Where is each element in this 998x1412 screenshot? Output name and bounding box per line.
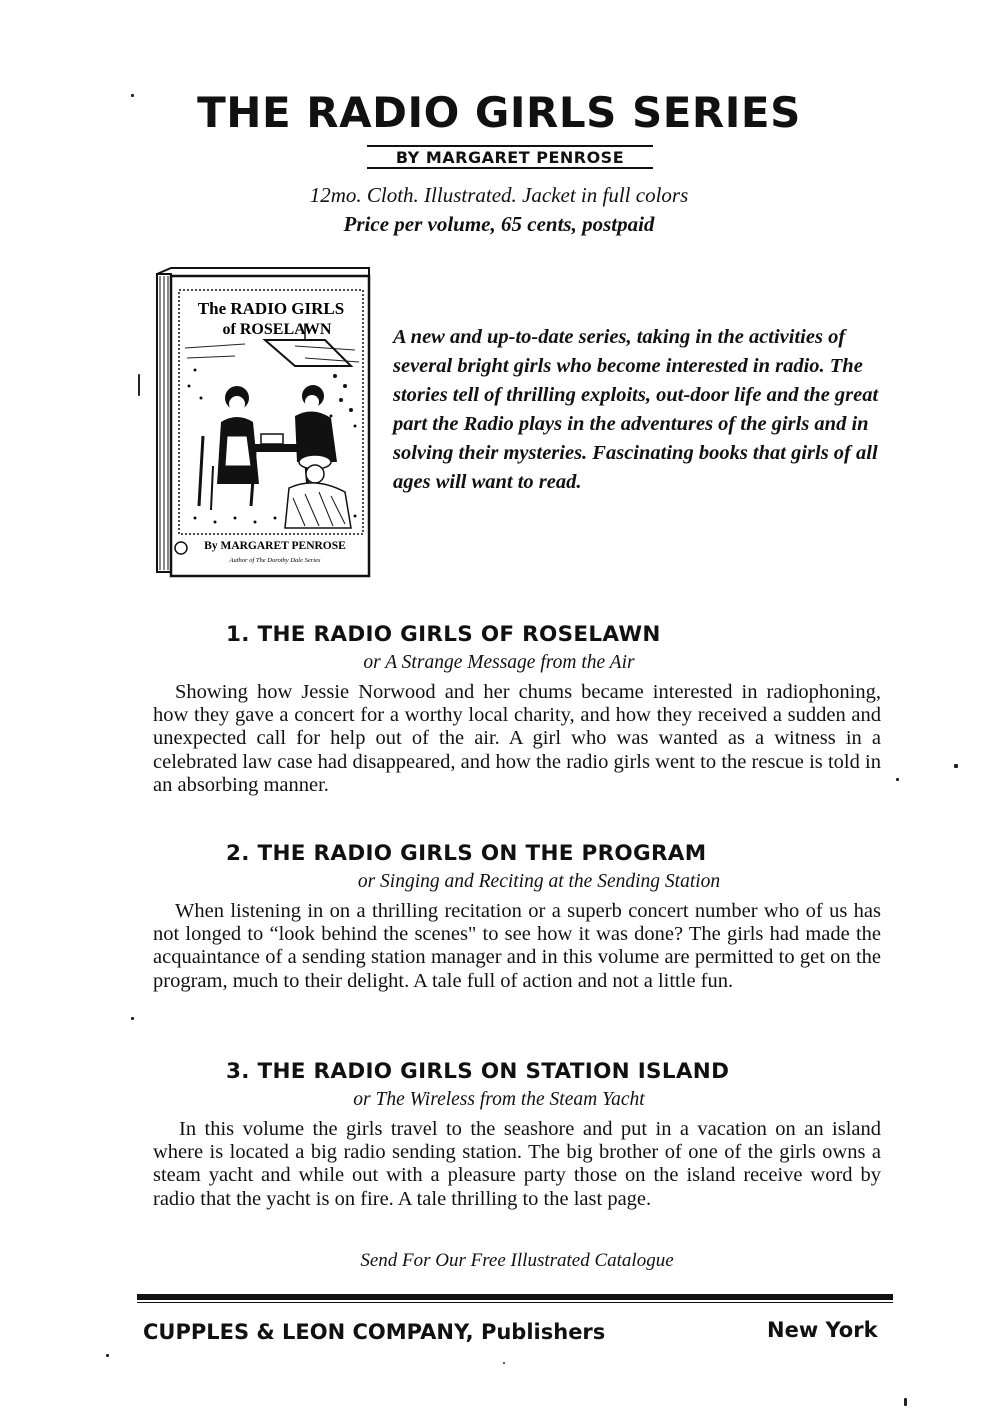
format-line: 12mo. Cloth. Illustrated. Jacket in full colors	[309, 183, 689, 207]
author-byline: BY MARGARET PENROSE	[367, 145, 653, 169]
book-2-subtitle: or Singing and Reciting at the Sending Station	[357, 871, 721, 892]
cover-title-line1: The RADIO GIRLS	[197, 299, 345, 318]
cover-author: By MARGARET PENROSE	[204, 540, 346, 552]
publisher-city: New York	[767, 1318, 878, 1342]
scan-speck	[904, 1398, 907, 1406]
book-2-title: 2. THE RADIO GIRLS ON THE PROGRAM	[226, 841, 707, 866]
series-blurb: A new and up-to-date series, taking in the activities of several bright girls who become interested in radio. The stories tell of thrilling exploits, out-door life and the great part the Radio plays in the adventures of the girls and in solving their mysteries. Fascinating books that girls of all ages will want to read.	[393, 326, 879, 493]
scan-speck	[896, 778, 899, 781]
book-1-subtitle: or A Strange Message from the Air	[363, 652, 635, 673]
catalogue-offer: Send For Our Free Illustrated Catalogue	[360, 1250, 674, 1271]
scan-speck	[954, 764, 958, 768]
price-line: Price per volume, 65 cents, postpaid	[343, 212, 655, 236]
book-1-title: 1. THE RADIO GIRLS OF ROSELAWN	[226, 622, 661, 647]
book-3-title: 3. THE RADIO GIRLS ON STATION ISLAND	[226, 1059, 730, 1084]
book-2-description: When listening in on a thrilling recitation or a superb concert number who of us has not longed to “look behind the scenes" to see how it was done? The girls had made the acquaintance of a sending station manager and in this volume are permitted to get on the program, much to their delight. A tale full of action and not a little fun.	[153, 900, 881, 992]
book-3-subtitle: or The Wireless from the Steam Yacht	[353, 1089, 645, 1110]
book-3-description: In this volume the girls travel to the seashore and put in a vacation on an island where is located a big radio sending station. The big brother of one of the girls owns a steam yacht and while out with a pleasure party those on the island receive word by radio that the yacht is on fire. A tale thrilling to the last page.	[153, 1118, 881, 1210]
scan-speck	[503, 1362, 505, 1364]
scan-speck	[106, 1354, 109, 1357]
scan-speck	[131, 94, 134, 97]
scan-speck	[131, 1017, 134, 1020]
cover-title-line2: of ROSELAWN	[222, 321, 332, 338]
series-title: THE RADIO GIRLS SERIES	[197, 88, 801, 137]
footer-rule-thin	[137, 1302, 893, 1303]
book-cover-illustration	[155, 266, 373, 580]
cover-author-note: Author of The Dorothy Dale Series	[229, 557, 321, 564]
book-1-description: Showing how Jessie Norwood and her chums became interested in radiophoning, how they gave a concert for a worthy local charity, and how they received a sudden and unexpected call for help out of the air. A girl who was wanted as a witness in a celebrated law case had disappeared, and how the radio girls went to the rescue is told in an absorbing manner.	[153, 681, 881, 796]
footer-rule	[137, 1294, 893, 1300]
publisher-name: CUPPLES & LEON COMPANY, Publishers	[143, 1320, 606, 1344]
scan-speck	[138, 374, 140, 396]
